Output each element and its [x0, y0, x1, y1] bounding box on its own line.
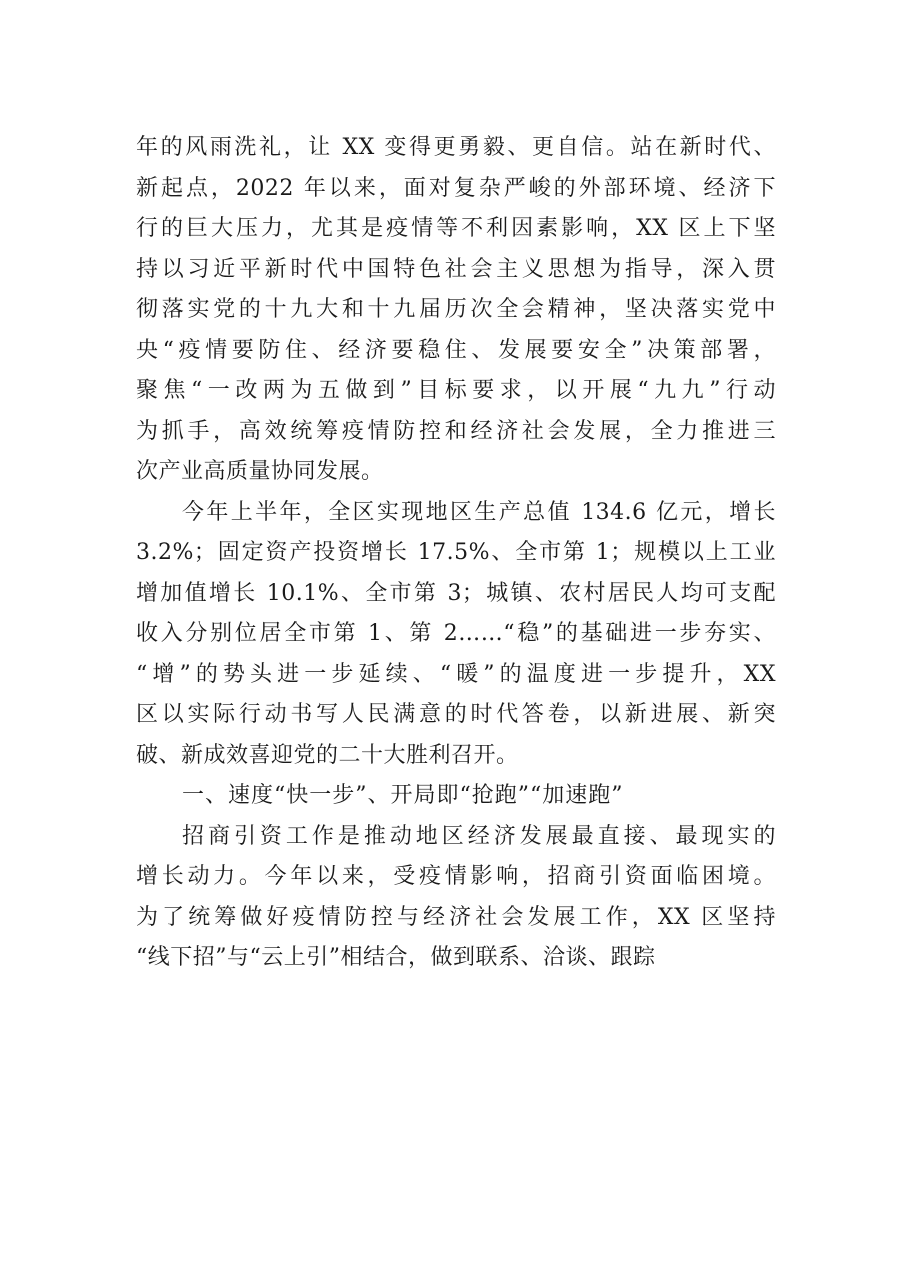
text-line: 区以实际行动书写人民满意的时代答卷，以新进展、新突: [136, 702, 776, 727]
section-heading: [136, 776, 776, 817]
text-line: 招商引资工作是推动地区经济发展最直接、最现实的: [182, 823, 776, 849]
text-line: 次产业高质量协同发展。: [136, 459, 384, 484]
text-line: 年的风雨洗礼，让 XX 变得更勇毅、更自信。站在新时代、: [136, 135, 776, 160]
document-body: [136, 128, 776, 979]
text-line: 持以习近平新时代中国特色社会主义思想为指导，深入贯: [136, 256, 776, 282]
paragraph: [136, 817, 776, 979]
text-line: 收入分别位居全市第 1、第 2……“稳”的基础进一步夯实、: [136, 621, 776, 646]
text-line: 聚焦“一改两为五做到”目标要求，以开展“九九”行动: [136, 378, 776, 403]
text-line: 3.2%；固定资产投资增长 17.5%、全市第 1；规模以上工业: [136, 540, 776, 565]
text-line: 为了统筹做好疫情防控与经济社会发展工作，XX 区坚持: [136, 904, 776, 930]
paragraph: [136, 128, 776, 493]
text-line: 央“疫情要防住、经济要稳住、发展要安全”决策部署，: [136, 337, 776, 363]
text-line: “增”的势头进一步延续、“暖”的温度进一步提升，XX: [136, 661, 776, 687]
text-line: 新起点，2022 年以来，面对复杂严峻的外部环境、经济下: [136, 175, 776, 201]
paragraph: [136, 493, 776, 777]
text-line: 为抓手，高效统筹疫情防控和经济社会发展，全力推进三: [136, 418, 776, 444]
heading-text: 一、速度“快一步”、开局即“抢跑”“加速跑”: [182, 783, 624, 808]
text-line: “线下招”与“云上引”相结合，做到联系、洽谈、跟踪: [136, 945, 656, 970]
text-line: 行的巨大压力，尤其是疫情等不利因素影响，XX 区上下坚: [136, 216, 776, 241]
text-line: 今年上半年，全区实现地区生产总值 134.6 亿元，增长: [182, 499, 776, 525]
text-line: 增加值增长 10.1%、全市第 3；城镇、农村居民人均可支配: [136, 580, 776, 606]
text-line: 破、新成效喜迎党的二十大胜利召开。: [136, 742, 519, 768]
text-line: 增长动力。今年以来，受疫情影响，招商引资面临困境。: [136, 864, 776, 889]
text-line: 彻落实党的十九大和十九届历次全会精神，坚决落实党中: [136, 297, 776, 322]
